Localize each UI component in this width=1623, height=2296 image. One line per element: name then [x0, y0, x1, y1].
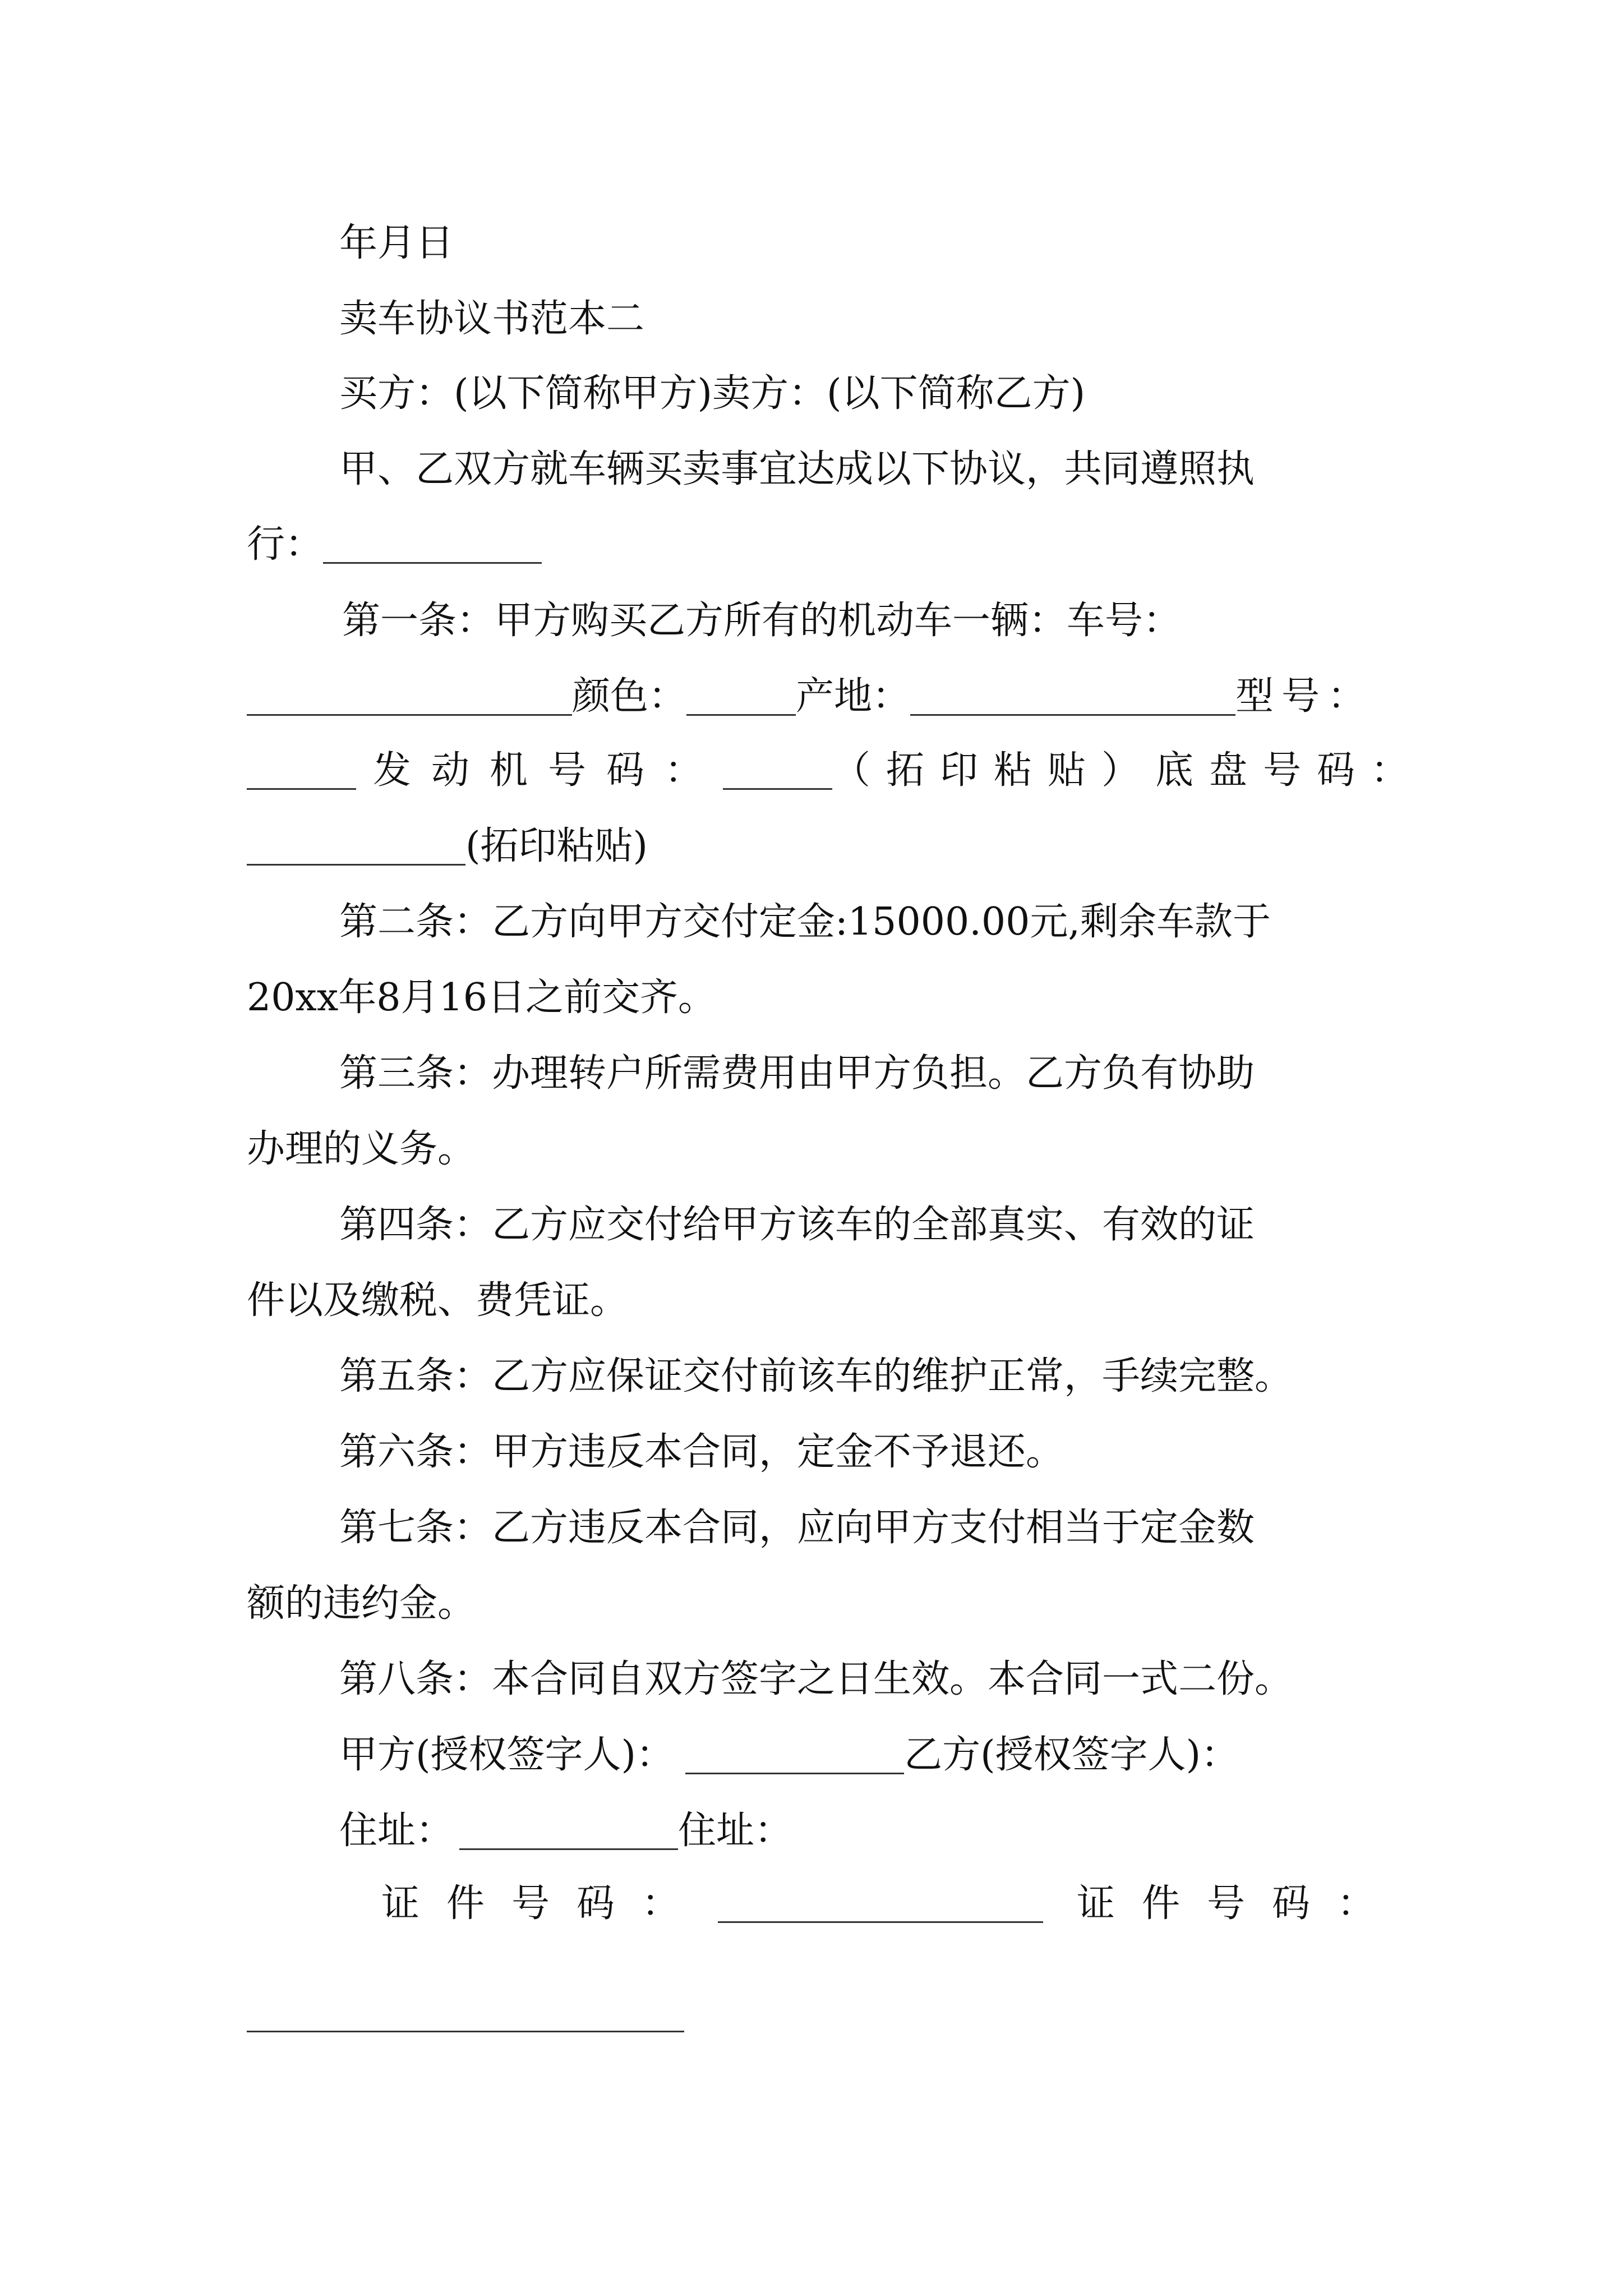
- article-7-line-1: 第七条：乙方违反本合同，应向甲方支付相当于定金数: [339, 1506, 1255, 1550]
- party-a-id-blank: [718, 1887, 1043, 1923]
- article-1-line-2: [247, 674, 1374, 719]
- party-b-id-blank-line: [247, 1994, 684, 2032]
- article-2-line-2: 20xx年8月16日之前交齐。: [247, 976, 717, 1020]
- rubbing-label: (拓印粘贴): [465, 824, 648, 868]
- party-a-address-blank: [459, 1814, 678, 1850]
- party-a-id-label: 证件号码：: [381, 1881, 707, 1926]
- color-label: 颜色：: [572, 674, 687, 719]
- chassis-label: （拓印粘贴）底盘号码：: [832, 748, 1425, 793]
- id-line: [381, 1881, 1403, 1926]
- intro-label: 行：: [247, 522, 324, 567]
- party-b-id-blank: [247, 2028, 684, 2032]
- article-3-line-2: 办理的义务。: [247, 1127, 476, 1171]
- intro-blank: [323, 527, 542, 564]
- article-2-line-1: 第二条：乙方向甲方交付定金:15000.00元,剩余车款于: [339, 900, 1271, 944]
- chassis-blank: [247, 829, 465, 866]
- origin-blank: [910, 679, 1235, 716]
- plate-blank: [247, 679, 572, 716]
- party-b-id-label: 证件号码：: [1077, 1881, 1403, 1926]
- intro-line-2: [247, 522, 542, 567]
- article-1-line-3: [247, 748, 1425, 793]
- signature-line: [339, 1733, 1239, 1777]
- origin-label: 产地：: [796, 674, 911, 719]
- party-a-signature-blank: [685, 1738, 904, 1774]
- model-label: 型号：: [1235, 674, 1374, 719]
- article-4-line-1: 第四条：乙方应交付给甲方该车的全部真实、有效的证: [339, 1203, 1255, 1247]
- party-a-signature-label: 甲方(授权签字人)：: [339, 1733, 675, 1777]
- party-b-address-label: 住址：: [678, 1809, 793, 1853]
- article-7-line-2: 额的违约金。: [247, 1581, 476, 1626]
- engine-label: 发动机号码：: [373, 748, 723, 793]
- article-1-line-1: [247, 599, 1436, 643]
- address-line: [339, 1809, 793, 1853]
- party-a-address-label: 住址：: [339, 1809, 454, 1853]
- article-4-line-2: 件以及缴税、费凭证。: [247, 1278, 629, 1323]
- color-blank: [686, 679, 796, 716]
- parties-line: 买方：(以下简称甲方)卖方：(以下简称乙方): [339, 371, 1086, 416]
- engine-blank: [723, 753, 832, 790]
- article-6: 第六条：甲方违反本合同，定金不予退还。: [339, 1430, 1064, 1474]
- party-b-signature-label: 乙方(授权签字人)：: [904, 1733, 1239, 1777]
- article-1-line-4: [247, 824, 648, 868]
- article-3-line-1: 第三条：办理转户所需费用由甲方负担。乙方负有协助: [339, 1051, 1255, 1096]
- article-1-text: 第一条：甲方购买乙方所有的机动车一辆：车号：: [342, 599, 1182, 643]
- document-heading: 卖车协议书范本二: [339, 297, 645, 341]
- model-blank: [247, 753, 356, 790]
- article-5: 第五条：乙方应保证交付前该车的维护正常，手续完整。: [339, 1354, 1293, 1398]
- intro-line-1: 甲、乙双方就车辆买卖事宜达成以下协议，共同遵照执: [339, 447, 1255, 491]
- article-8: 第八条：本合同自双方签字之日生效。本合同一式二份。: [339, 1657, 1293, 1701]
- date-line: 年月日: [339, 221, 454, 265]
